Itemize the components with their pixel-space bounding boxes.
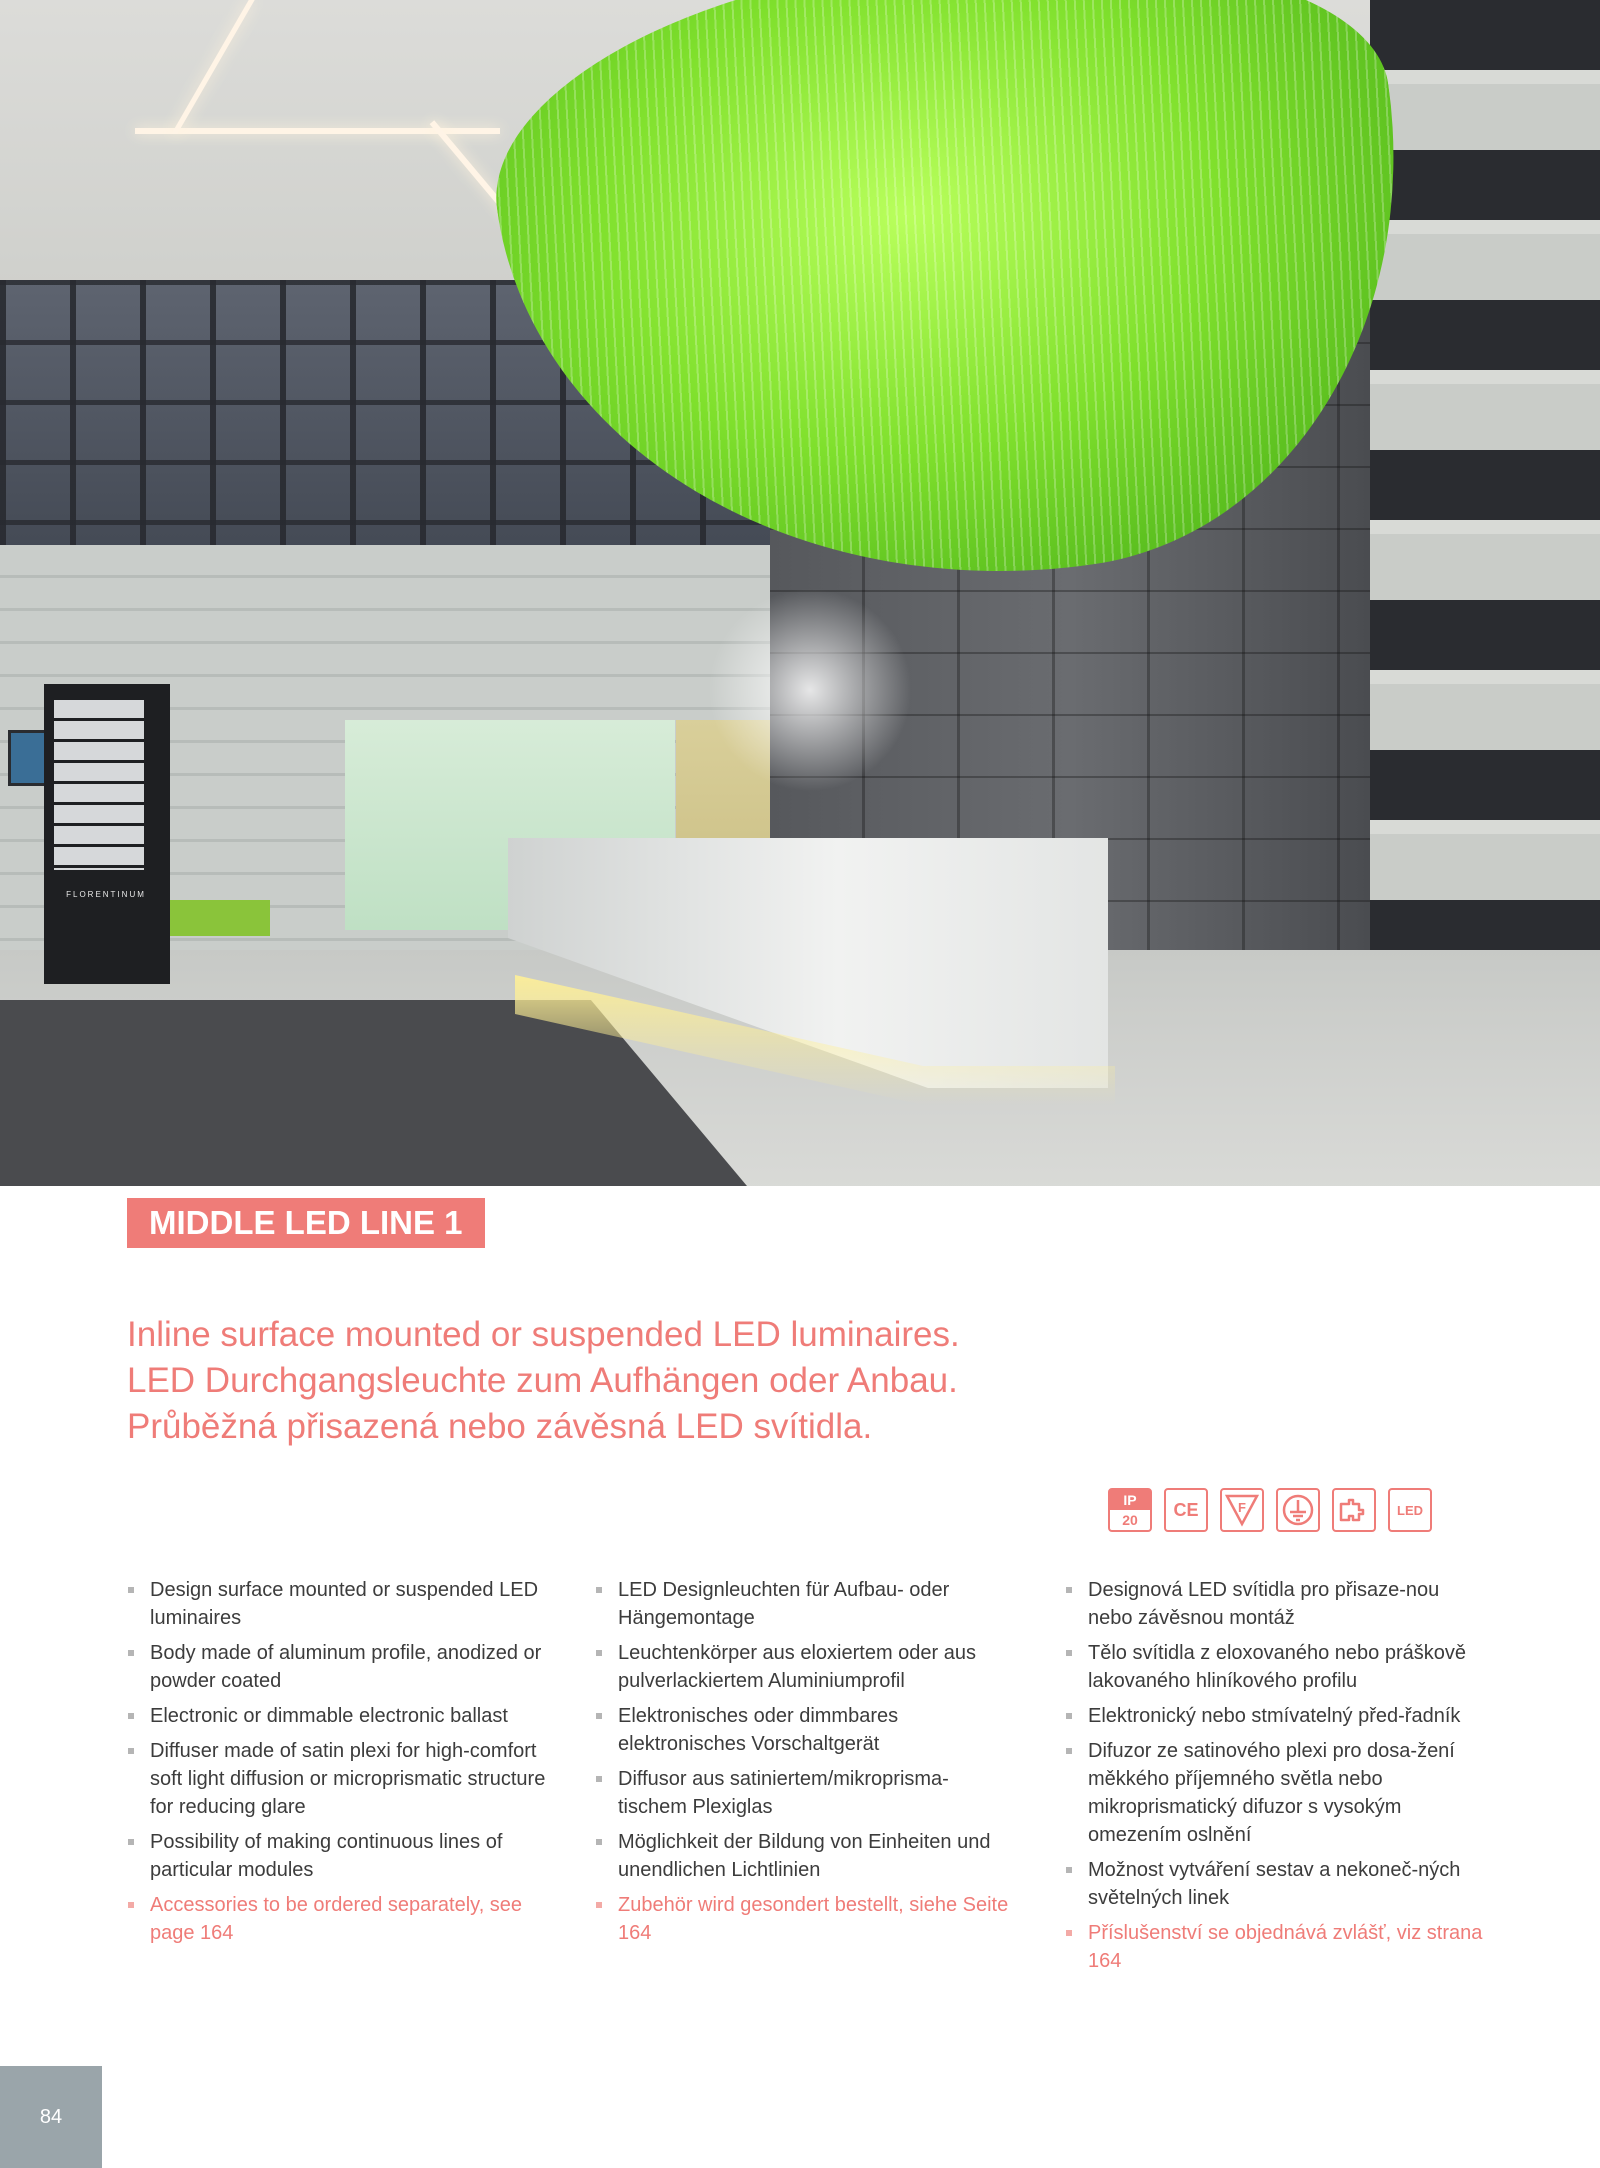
features-german xyxy=(596,1576,1016,1954)
protective-earth-icon xyxy=(1276,1488,1320,1532)
kiosk-directory-board xyxy=(54,700,144,870)
features-english xyxy=(128,1576,548,1954)
list-item: Elektronický nebo stmívatelný před-řadník xyxy=(1066,1702,1486,1730)
accessories-note: Příslušenství se objednává zvlášť, viz strana 164 xyxy=(1066,1919,1486,1975)
right-wall xyxy=(1370,0,1600,1000)
list-item: Tělo svítidla z eloxovaného nebo práškově lakovaného hliníkového profilu xyxy=(1066,1639,1486,1695)
accessories-note: Accessories to be ordered separately, see page 164 xyxy=(128,1891,548,1947)
led-icon: LED xyxy=(1388,1488,1432,1532)
list-item: Diffuser made of satin plexi for high-comfort soft light diffusion or microprismatic structure for reducing glare xyxy=(128,1737,548,1821)
list-item: LED Designleuchten für Aufbau- oder Hängemontage xyxy=(596,1576,1016,1632)
product-subtitle xyxy=(127,1312,1427,1450)
kiosk-label: FLORENTINUM xyxy=(66,890,146,899)
list-item: Electronic or dimmable electronic ballast xyxy=(128,1702,548,1730)
list-item: Möglichkeit der Bildung von Einheiten und unendlichen Lichtlinien xyxy=(596,1828,1016,1884)
list-item: Elektronisches oder dimmbares elektronisches Vorschaltgerät xyxy=(596,1702,1016,1758)
list-item: Difuzor ze satinového plexi pro dosa-žení měkkého příjemného světla nebo mikroprismatický difuzor s vysokým omezením oslnění xyxy=(1066,1737,1486,1849)
list-item: Possibility of making continuous lines of particular modules xyxy=(128,1828,548,1884)
list-item: Design surface mounted or suspended LED luminaires xyxy=(128,1576,548,1632)
accessories-note: Zubehör wird gesondert bestellt, siehe Seite 164 xyxy=(596,1891,1016,1947)
subtitle-de: LED Durchgangsleuchte zum Aufhängen oder Anbau. xyxy=(127,1361,958,1400)
ce-mark-icon: CE xyxy=(1164,1488,1208,1532)
list-item: Designová LED svítidla pro přisaze-nou nebo závěsnou montáž xyxy=(1066,1576,1486,1632)
list-item: Body made of aluminum profile, anodized or powder coated xyxy=(128,1639,548,1695)
page-number: 84 xyxy=(0,2066,102,2168)
ip20-icon: IP 20 xyxy=(1108,1488,1152,1532)
product-title: MIDDLE LED LINE 1 xyxy=(127,1198,485,1248)
svg-text:F: F xyxy=(1238,1500,1246,1515)
list-item: Diffusor aus satiniertem/mikroprisma-tischem Plexiglas xyxy=(596,1765,1016,1821)
spotlight-glow xyxy=(700,580,920,800)
subtitle-cz: Průběžná přisazená nebo závěsná LED svítidla. xyxy=(127,1407,873,1446)
features-czech xyxy=(1066,1576,1486,1982)
list-item: Leuchtenkörper aus eloxiertem oder aus pulverlackiertem Aluminiumprofil xyxy=(596,1639,1016,1695)
certification-icons xyxy=(1108,1486,1432,1534)
subtitle-en: Inline surface mounted or suspended LED luminaires. xyxy=(127,1315,960,1354)
modular-connection-icon xyxy=(1332,1488,1376,1532)
f-mark-icon xyxy=(1220,1488,1264,1532)
list-item: Možnost vytváření sestav a nekoneč-ných světelných linek xyxy=(1066,1856,1486,1912)
